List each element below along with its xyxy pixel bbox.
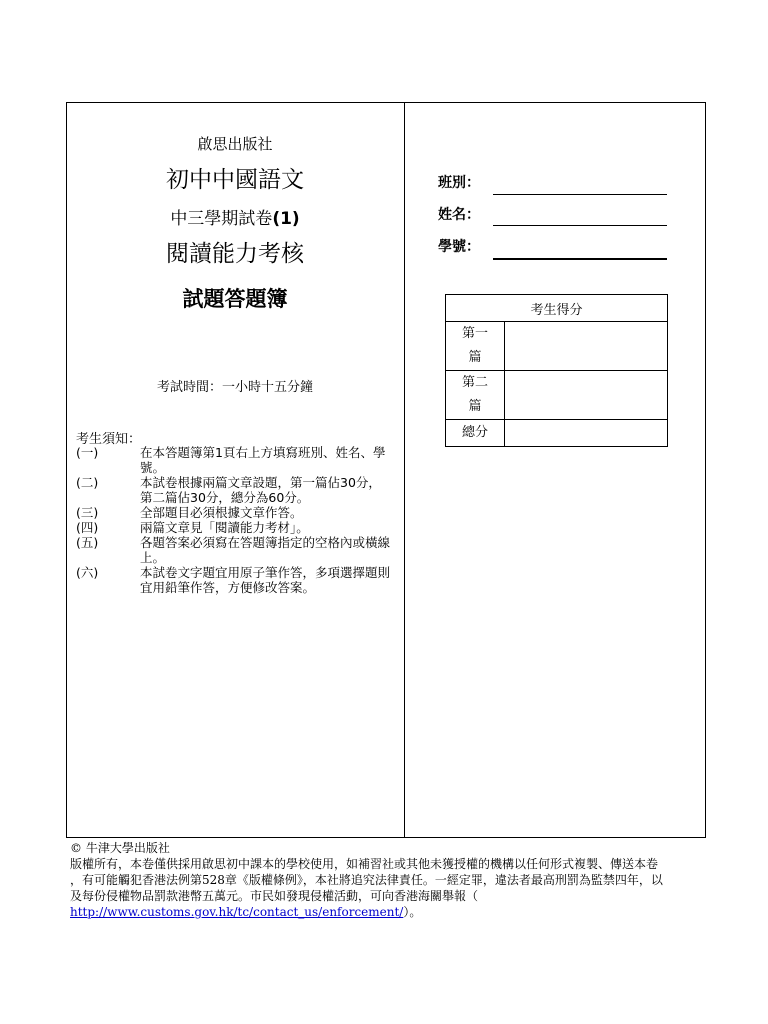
paper-title (67, 204, 403, 229)
score-row-label (446, 322, 505, 371)
column-divider (404, 102, 405, 838)
copyright-notice: 版權所有，本卷僅供採用啟思初中課本的學校使用，如補習社或其他未獲授權的機構以任何形式複製、傳送本卷 (70, 857, 659, 871)
notes-title: 考生須知： (76, 432, 142, 447)
note-number: (一) (76, 445, 99, 460)
copyright-line: © 牛津大學出版社 (70, 841, 170, 855)
score-row-label-line: 篇 (468, 350, 482, 365)
score-row-label (446, 371, 505, 420)
note-item (76, 475, 396, 505)
number-field[interactable] (493, 258, 667, 260)
note-number: (六) (76, 565, 99, 580)
class-label: 班別： (438, 175, 480, 191)
note-text: 全部題目必須根據文章作答。 (140, 505, 303, 520)
total-label: 總分 (446, 420, 505, 447)
note-item (76, 505, 396, 520)
copyright-notice-tail: ）。 (403, 905, 422, 919)
note-item (76, 535, 396, 565)
note-text: 本試卷根據兩篇文章設題，第一篇佔30分，第二篇佔30分，總分為60分。 (140, 475, 381, 505)
name-field[interactable] (493, 225, 667, 226)
score-cell[interactable] (505, 371, 668, 420)
number-label: 學號： (438, 239, 480, 255)
candidate-notes (76, 445, 396, 595)
note-number: (三) (76, 505, 99, 520)
score-row-label-line: 篇 (468, 399, 482, 414)
note-text: 本試卷文字題宜用原子筆作答，多項選擇題則宜用鉛筆作答，方便修改答案。 (140, 565, 391, 595)
score-cell[interactable] (505, 322, 668, 371)
customs-link[interactable]: http://www.customs.gov.hk/tc/contact_us/enforcement/ (70, 905, 404, 919)
note-item (76, 520, 396, 535)
subject-title: 初中中國語文 (166, 167, 304, 193)
paper-prefix: 中三學期試卷 (170, 209, 273, 229)
exam-duration: 考試時間：一小時十五分鐘 (156, 380, 313, 395)
publisher-name: 啟思出版社 (197, 135, 273, 153)
booklet-title: 試題答題簿 (182, 287, 288, 311)
note-number: (四) (76, 520, 99, 535)
paper-number: (1) (272, 209, 300, 229)
note-number: (五) (76, 535, 99, 550)
total-cell[interactable] (505, 420, 668, 447)
note-text: 各題答案必須寫在答題簿指定的空格內或橫線上。 (140, 535, 391, 565)
copyright-notice: 及每份侵權物品罰款港幣五萬元。市民如發現侵權活動，可向香港海關舉報（ (70, 889, 479, 903)
score-row (446, 371, 668, 420)
copyright-footer (70, 840, 700, 920)
note-item (76, 445, 396, 475)
score-table-header: 考生得分 (446, 295, 668, 322)
score-table (445, 294, 668, 447)
name-label: 姓名： (438, 207, 480, 223)
total-row (446, 420, 668, 447)
assessment-title: 閱讀能力考核 (166, 241, 304, 267)
note-item (76, 565, 396, 595)
score-row-label-line: 第二 (461, 375, 488, 390)
note-number: (二) (76, 475, 99, 490)
score-row (446, 322, 668, 371)
score-row-label-line: 第一 (461, 326, 488, 341)
copyright-notice: ，有可能觸犯香港法例第528章《版權條例》，本社將追究法律責任。一經定罪，違法者最高刑罰為監禁四年，以 (70, 873, 663, 887)
copyright-notice-end (70, 904, 700, 920)
note-text: 在本答題簿第1頁右上方填寫班別、姓名、學號。 (140, 445, 386, 475)
class-field[interactable] (493, 194, 667, 195)
note-text: 兩篇文章見「閱讀能力考材」。 (140, 520, 309, 535)
